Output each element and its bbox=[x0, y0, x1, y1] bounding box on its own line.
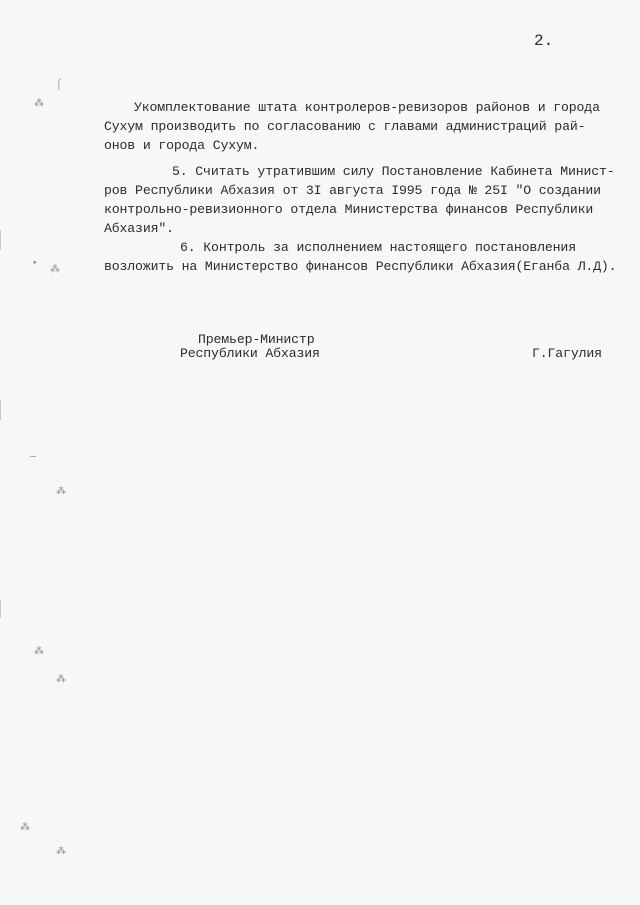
scan-mark: ⁂ bbox=[34, 647, 44, 658]
paragraph-3-line-2: возложить на Министерство финансов Республики Абхазия(Еганба Л.Д). bbox=[104, 259, 617, 274]
scan-mark: ⌠ bbox=[56, 80, 63, 91]
scan-mark: ⁂ bbox=[20, 823, 30, 834]
paragraph-1-line-3: онов и города Сухум. bbox=[104, 138, 260, 153]
scan-mark: ⁂ bbox=[56, 487, 66, 498]
paragraph-1-line-2: Сухум производить по согласованию с главами администраций рай- bbox=[104, 119, 586, 134]
paragraph-2-line-2: ров Республики Абхазия от 3I августа I995 года № 25I "О создании bbox=[104, 183, 601, 198]
paragraph-2-line-1: 5. Считать утратившим силу Постановление Кабинета Минист- bbox=[172, 164, 615, 179]
paragraph-3-line-1: 6. Контроль за исполнением настоящего постановления bbox=[180, 240, 576, 255]
scan-mark: ‣ bbox=[32, 259, 39, 270]
scan-edge bbox=[0, 400, 1, 420]
page-number: 2. bbox=[534, 32, 554, 50]
scan-edge bbox=[0, 230, 1, 250]
scan-mark: ⁂ bbox=[56, 675, 66, 686]
scan-mark: ⁂ bbox=[50, 265, 60, 276]
scan-edge bbox=[0, 600, 1, 618]
paragraph-2-line-4: Абхазия". bbox=[104, 221, 174, 236]
scan-mark: ⁂ bbox=[56, 847, 66, 858]
signatory-name: Г.Гагулия bbox=[532, 346, 602, 361]
paragraph-1-line-1: Укомплектование штата контролеров-ревизоров районов и города bbox=[134, 100, 600, 115]
scan-mark: ⁂ bbox=[34, 99, 44, 110]
signatory-title-line-1: Премьер-Министр bbox=[198, 332, 315, 347]
paragraph-2-line-3: контрольно-ревизионного отдела Министерства финансов Республики bbox=[104, 202, 594, 217]
signatory-title-line-2: Республики Абхазия bbox=[180, 346, 320, 361]
scan-mark: — bbox=[30, 452, 37, 463]
